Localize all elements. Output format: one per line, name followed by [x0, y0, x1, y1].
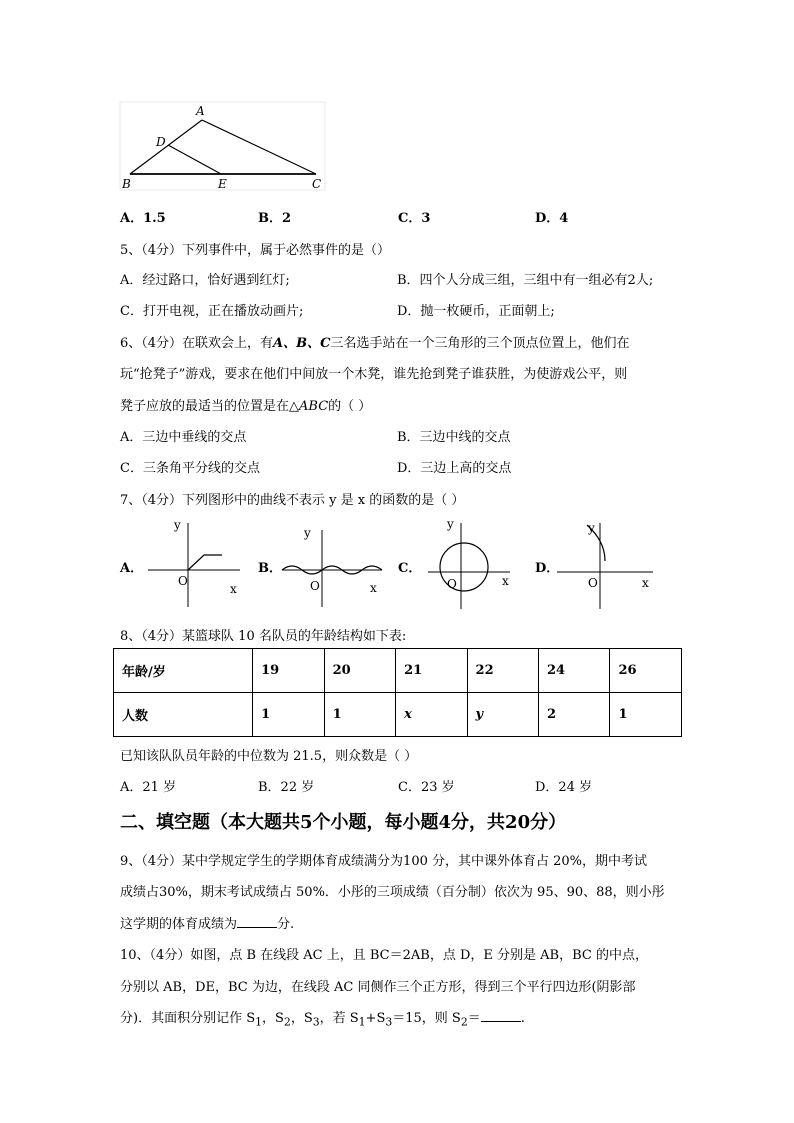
q9-line2: 成绩占30%，期末考试成绩占 50%．小彤的三项成绩（百分制）依次为 95、90、88，则小彤	[120, 885, 665, 900]
q7-option-c-label: C．	[398, 561, 422, 576]
q10-text-b: ，S	[262, 1011, 284, 1026]
q7b-o: O	[310, 579, 320, 593]
q10-sub: 3	[312, 1015, 320, 1029]
q10-text-c: ，S	[290, 1011, 313, 1026]
q4-option-a: A．1.5	[120, 211, 166, 226]
q4-option-b: B．2	[258, 211, 292, 226]
q7c-y: y	[447, 517, 454, 531]
table-cell: 2	[539, 693, 610, 737]
q7-graph-d	[555, 515, 660, 610]
q10-sub: 2	[283, 1015, 291, 1029]
q10-line2: 分别以 AB，DE，BC 为边，在线段 AC 同侧作三个正方形，得到三个平行四边形(阴影部	[120, 980, 636, 995]
q6-line3-post: 的（ ）	[328, 399, 372, 414]
q9-line3	[120, 913, 294, 932]
q6-line2: 玩“抢凳子”游戏，要求在他们中间放一个木凳，谁先抢到凳子谁获胜，为使游戏公平，则	[120, 367, 628, 382]
q6-line1-post: 三名选手站在一个三角形的三个顶点位置上，他们在	[330, 336, 630, 351]
q5-stem: 5、（4分）下列事件中，属于必然事件的是（）	[120, 243, 391, 258]
q7c-o: O	[447, 577, 457, 591]
answer-blank[interactable]	[237, 915, 277, 928]
q10-sub: 1	[255, 1015, 263, 1029]
table-cell: 人数	[114, 693, 253, 737]
table-cell: 年龄/岁	[114, 649, 253, 693]
q9-line1: 9、（4分）某中学规定学生的学期体育成绩满分为100 分，其中课外体育占 20%，期中考试	[120, 854, 648, 869]
q6-option-d: D．三边上高的交点	[397, 461, 512, 476]
q10-text-g: ＝	[467, 1011, 481, 1026]
q6-line3-pre: 凳子应放的最适当的位置是在	[120, 399, 290, 414]
q10-sub: 2	[460, 1015, 468, 1029]
q8-option-d: D．24 岁	[535, 780, 593, 795]
q6-line1	[120, 332, 629, 351]
answer-blank[interactable]	[481, 1009, 521, 1022]
q8-option-b: B．22 岁	[258, 780, 315, 795]
table-cell: x	[396, 693, 467, 737]
q4-option-d: D．4	[535, 211, 569, 226]
q10-text-h: .	[520, 1011, 525, 1026]
q6-names: A、B、C	[273, 336, 331, 351]
section-heading: 二、填空题（本大题共5个小题，每小题4分，共20分）	[120, 812, 567, 833]
table-cell: 1	[610, 693, 682, 737]
q7-option-b-label: B．	[258, 561, 282, 576]
q10-sub: 1	[358, 1015, 366, 1029]
q7b-x: x	[370, 581, 377, 595]
table-cell: 22	[467, 649, 538, 693]
label-D: D	[156, 135, 166, 149]
q6-triangle: △ABC	[289, 399, 329, 414]
q6-line1-pre: 6、（4分）在联欢会上，有	[120, 336, 274, 351]
q7-graph-b	[278, 515, 388, 610]
label-B: B	[122, 177, 131, 191]
q10-text-d: ，若 S	[319, 1011, 359, 1026]
q7d-x: x	[642, 576, 649, 590]
label-C: C	[312, 177, 322, 191]
q7-graph-a	[140, 515, 250, 610]
q10-sub: 3	[385, 1015, 393, 1029]
q7-option-d-label: D．	[535, 561, 560, 576]
table-cell: 19	[253, 649, 324, 693]
q7b-y: y	[304, 526, 311, 540]
q7a-x: x	[230, 582, 237, 596]
q5-option-a: A．经过路口，恰好遇到红灯;	[120, 273, 290, 288]
triangle-figure	[118, 100, 328, 192]
table-row	[114, 649, 682, 693]
q5-option-c: C．打开电视，正在播放动画片;	[120, 304, 304, 319]
table-cell: 21	[396, 649, 467, 693]
q5-option-b: B．四个人分成三组，三组中有一组必有2人;	[397, 273, 654, 288]
q9-line3-pre: 这学期的体育成绩为	[120, 917, 238, 932]
q7d-y: y	[588, 521, 595, 535]
q7-stem: 7、（4分）下列图形中的曲线不表示 y 是 x 的函数的是（ ）	[120, 493, 465, 508]
q10-text-e: +S	[365, 1011, 386, 1026]
q10-text-f: ＝15，则 S	[392, 1011, 461, 1026]
table-cell: 1	[253, 693, 324, 737]
q7a-y: y	[174, 518, 181, 532]
q6-option-c: C．三条角平分线的交点	[120, 461, 260, 476]
q10-line3	[120, 1007, 525, 1029]
q8-option-c: C．23 岁	[398, 780, 455, 795]
q6-line3	[120, 395, 371, 414]
q8-follow: 已知该队队员年龄的中位数为 21.5，则众数是（ ）	[120, 749, 418, 764]
table-cell: y	[467, 693, 538, 737]
table-cell: 1	[324, 693, 395, 737]
age-table	[113, 648, 682, 737]
table-cell: 20	[324, 649, 395, 693]
table-cell: 24	[539, 649, 610, 693]
q7-graph-c	[418, 515, 528, 610]
q10-line1: 10、（4分）如图，点 B 在线段 AC 上，且 BC＝2AB，点 D，E 分别是 AB，BC 的中点，	[120, 948, 648, 963]
label-A: A	[196, 104, 205, 118]
q4-option-c: C．3	[398, 211, 431, 226]
q5-option-d: D．抛一枚硬币，正面朝上;	[397, 304, 555, 319]
table-row	[114, 693, 682, 737]
q6-option-a: A．三边中垂线的交点	[120, 430, 247, 445]
q7d-o: O	[588, 576, 598, 590]
q9-line3-post: 分.	[277, 917, 295, 932]
q7-option-a-label: A．	[120, 561, 144, 576]
q10-text-a: 分)．其面积分别记作 S	[120, 1011, 256, 1026]
q8-option-a: A．21 岁	[120, 780, 177, 795]
q7a-o: O	[178, 574, 188, 588]
table-cell: 26	[610, 649, 682, 693]
q7c-x: x	[502, 574, 509, 588]
q6-option-b: B．三边中线的交点	[397, 430, 511, 445]
label-E: E	[218, 177, 227, 191]
q8-stem: 8、（4分）某篮球队 10 名队员的年龄结构如下表:	[120, 629, 407, 644]
